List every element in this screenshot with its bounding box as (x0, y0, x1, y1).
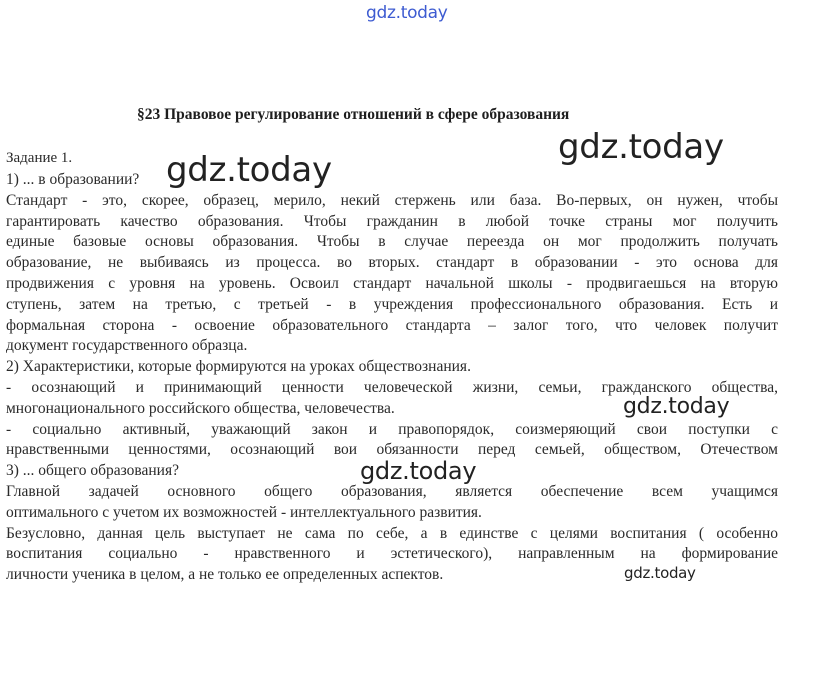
text-line: ступень, затем на третью, с третьей - в учреждения профессионального образования. Есть и (6, 295, 778, 313)
watermark-2: gdz.today (558, 127, 724, 167)
text-line: продвижения с уровня на уровень. Освоил стандарт начальной школы - продвигаешься на вторую (6, 274, 778, 292)
watermark-1: gdz.today (166, 150, 332, 190)
text-line: Стандарт - это, скорее, образец, мерило, некий стержень или база. Во-первых, он нужен, чтобы (6, 191, 778, 209)
text-line: единые базовые основы образования. Чтобы в случае переезда он мог продолжить получать (6, 233, 778, 251)
text-line: 1) ... в образовании? (6, 171, 140, 188)
text-line: - осознающий и принимающий ценности человеческой жизни, семьи, гражданского общества, (6, 378, 778, 396)
text-line: документ государственного образца. (6, 337, 248, 355)
watermark-top: gdz.today (366, 3, 448, 23)
text-line: формальная сторона - освоение образовательного стандарта – залог того, что человек получит (6, 316, 778, 334)
section-title: §23 Правовое регулирование отношений в сфере образования (137, 106, 570, 123)
text-line: 3) ... общего образования? (6, 462, 179, 480)
text-line: образование, не выбиваясь из процесса. во вторых. стандарт в образовании - это основа для (6, 254, 778, 272)
text-line: гарантировать качество образования. Чтобы гражданин в любой точке страны мог получить (6, 212, 778, 230)
text-line: многонационального российского общества, человечества. (6, 399, 395, 417)
text-line: 2) Характеристики, которые формируются на уроках обществознания. (6, 358, 471, 376)
task-heading: Задание 1. (6, 150, 73, 166)
text-line: личности ученика в целом, а не только ее определенных аспектов. (6, 566, 444, 584)
watermark-3: gdz.today (623, 394, 730, 419)
answer-text (6, 170, 778, 586)
watermark-4: gdz.today (360, 457, 477, 485)
text-line: оптимального с учетом их возможностей - интеллектуального развития. (6, 503, 482, 521)
watermark-5: gdz.today (624, 564, 696, 582)
text-line: Безусловно, данная цель выступает не сама по себе, а в единстве с целями воспитания ( особенно (6, 524, 778, 542)
text-line: Главной задачей основного общего образования, является обеспечение всем учащимся (6, 482, 778, 500)
text-line: воспитания социально - нравственного и эстетического), направленным на формирование (6, 545, 778, 563)
text-line: нравственными ценностями, осознающий вои обязанности перед семьей, обществом, Отечеством (6, 441, 778, 459)
text-line: - социально активный, уважающий закон и правопорядок, соизмеряющий свои поступки с (6, 420, 778, 438)
